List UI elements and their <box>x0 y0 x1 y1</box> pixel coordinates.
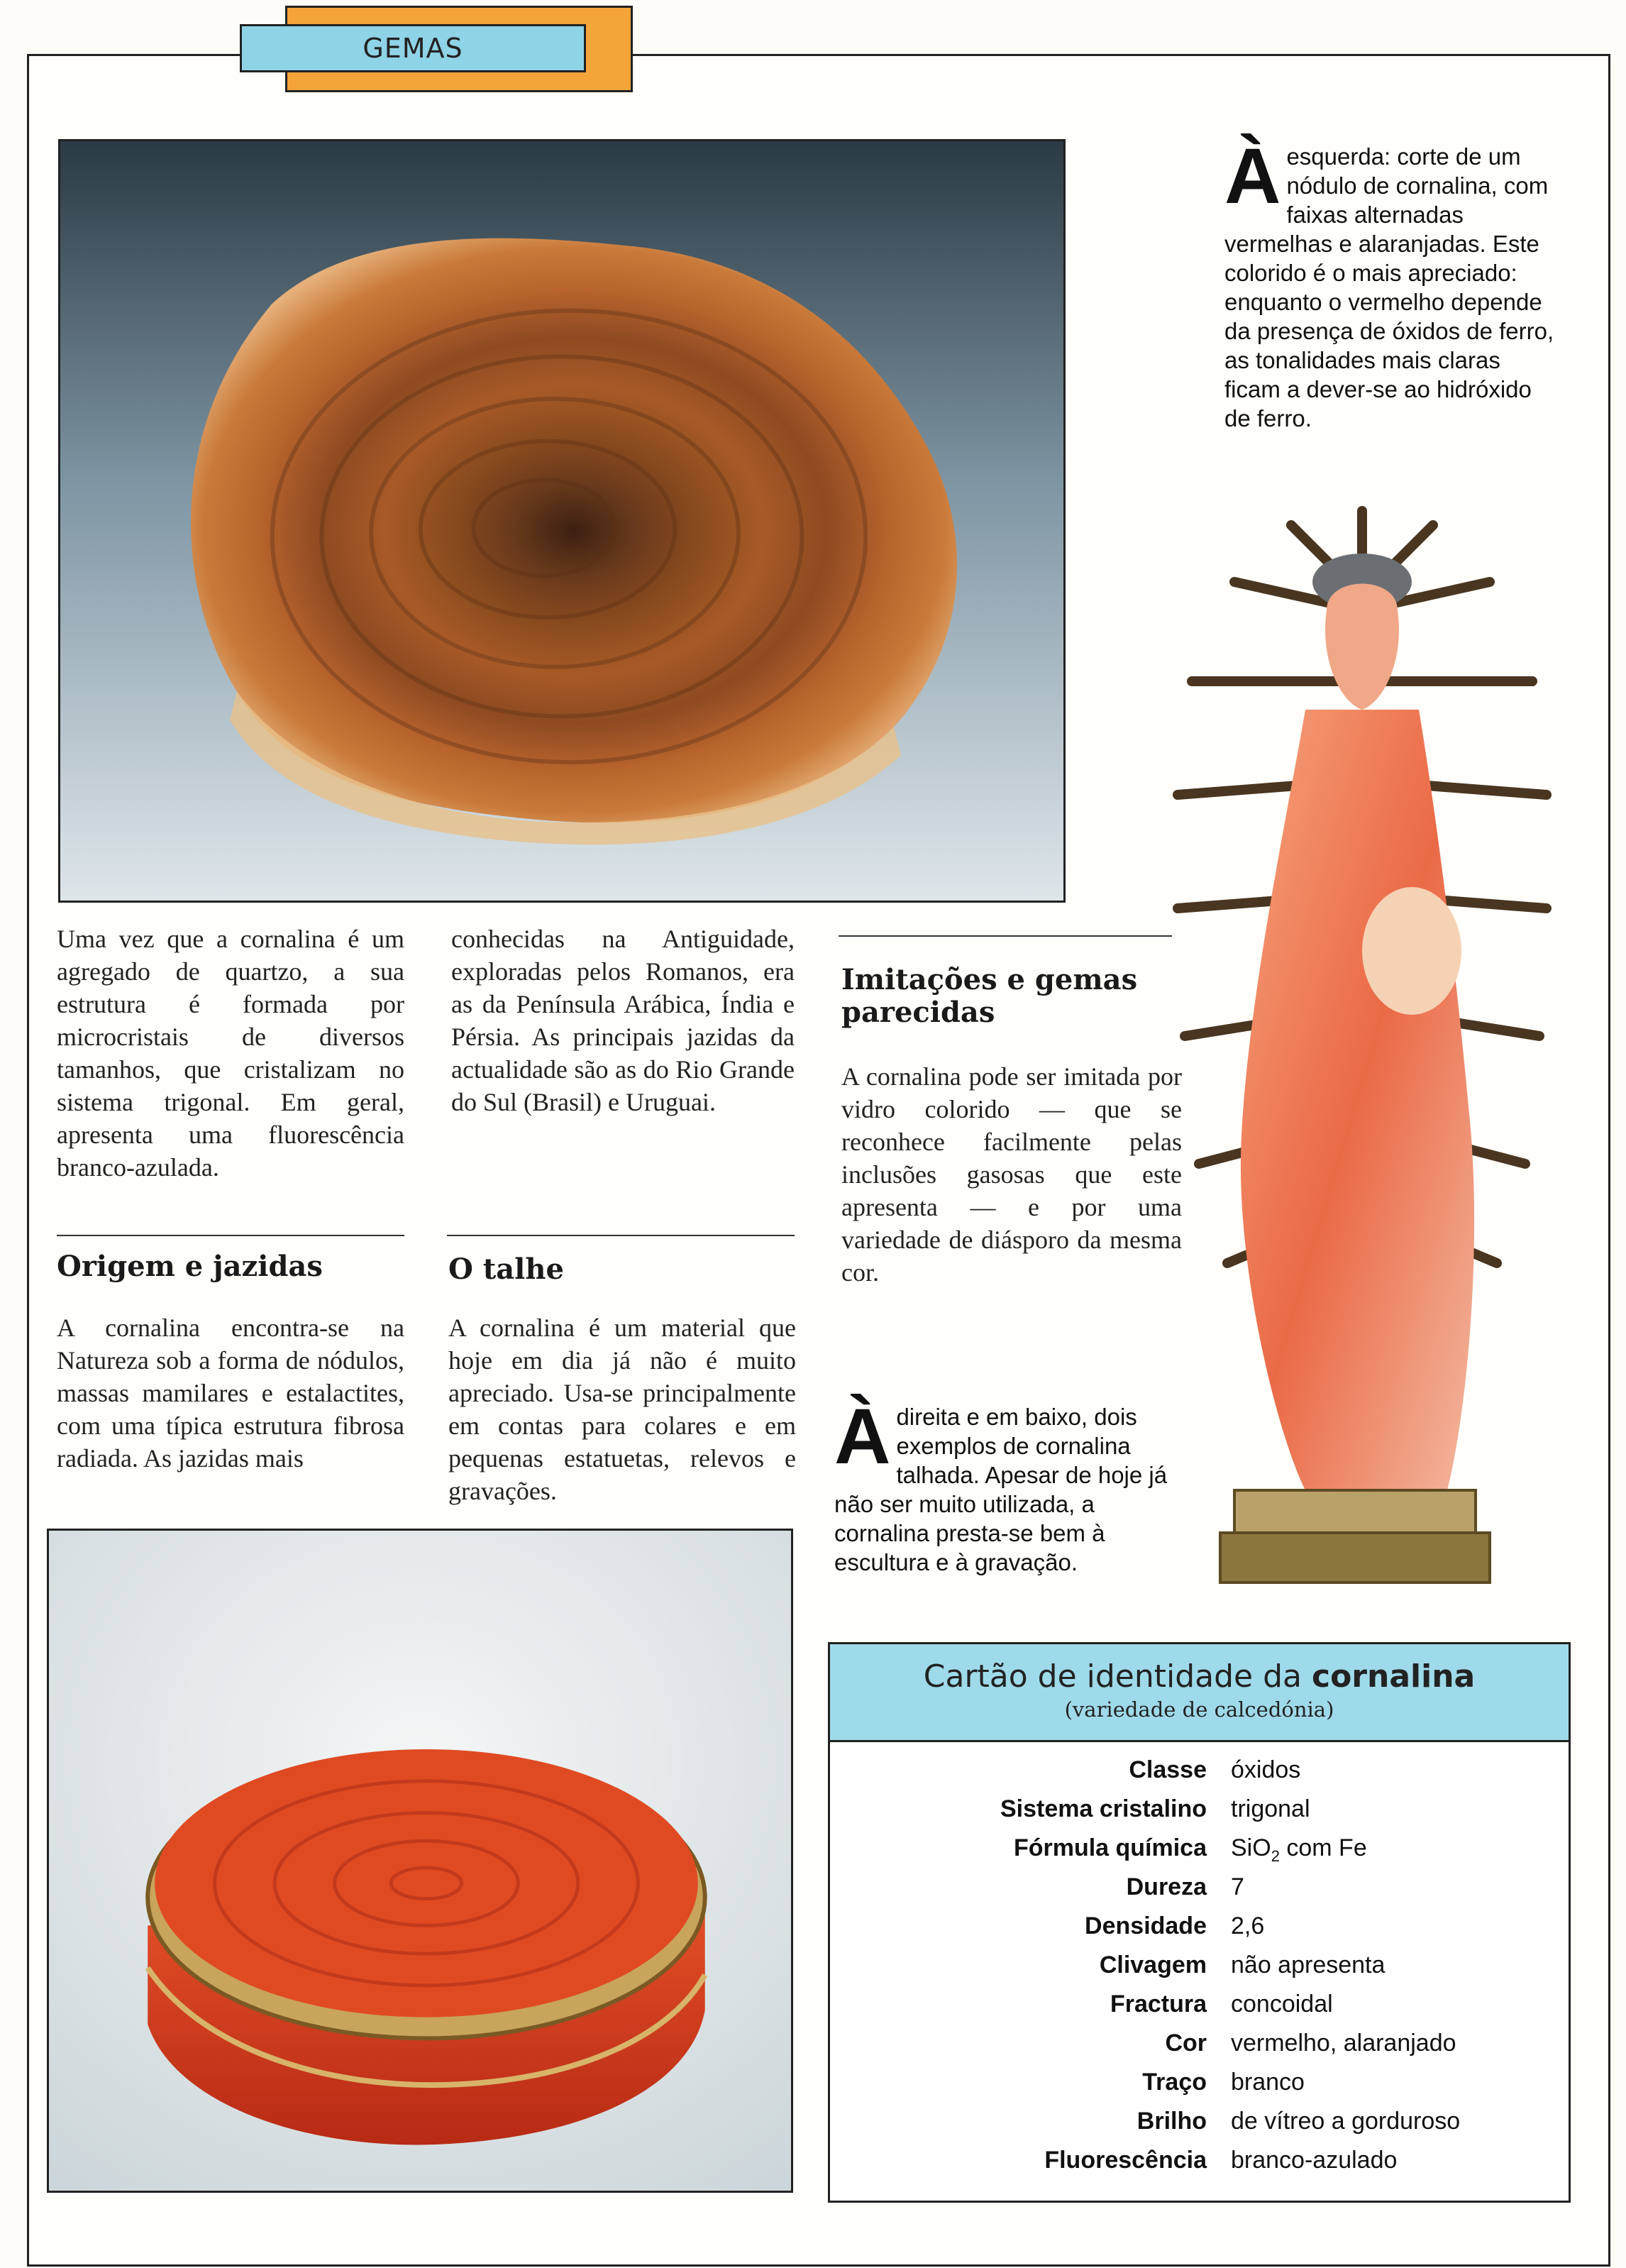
identity-row-traco <box>830 2063 1569 2102</box>
identity-row-densidade <box>830 1907 1569 1946</box>
column-1-divider <box>57 1235 404 1236</box>
identity-value <box>1231 1834 1367 1866</box>
column-1-body: A cornalina encontra-se na Natureza sob a forma de nódulos, massas mamilares e estalactites, com uma típica estrutura fibrosa radiada. As jazidas mais <box>57 1314 404 1472</box>
identity-value: 7 <box>1231 1873 1244 1900</box>
column-2-divider <box>447 1235 795 1236</box>
caption-nodule <box>1224 133 1558 433</box>
carnelian-nodule-photo <box>58 139 1066 903</box>
identity-key: Traço <box>1142 2069 1207 2096</box>
identity-card-rows <box>830 1751 1569 2180</box>
identity-key: Dureza <box>1126 1873 1207 1900</box>
identity-card-title-prefix: Cartão de identidade da <box>923 1658 1312 1695</box>
identity-value: branco <box>1231 2069 1305 2096</box>
heading-origem-e-jazidas: Origem e jazidas <box>57 1250 323 1283</box>
identity-card-subtitle: (variedade de calcedónia) <box>1064 1697 1334 1722</box>
identity-card <box>828 1642 1571 2203</box>
identity-value: óxidos <box>1231 1756 1301 1783</box>
section-tab: GEMAS <box>240 24 586 72</box>
caption-nodule-text: esquerda: corte de um nódulo de cornalina, com faixas alternadas vermelhas e alaranjadas. Este colorido é o mais apreciado: enquanto o vermelho depende da presença de óxidos de ferro, as tonalidades mais claras ficam a dever-se ao hidróxido de ferro. <box>1224 143 1554 431</box>
heading-imitacoes: Imitações e gemas parecidas <box>841 963 1138 1029</box>
identity-value: trigonal <box>1231 1795 1310 1822</box>
column-2-intro: conhecidas na Antiguidade, exploradas pelos Romanos, era as da Península Arábica, Índia e Pérsia. As principais jazidas da actualidade são as do Rio Grande do Sul (Brasil) e Uruguai. <box>451 925 795 1116</box>
identity-value: de vítreo a gorduroso <box>1231 2108 1461 2135</box>
identity-key: Fluorescência <box>1044 2147 1207 2174</box>
identity-key: Sistema cristalino <box>1000 1795 1207 1822</box>
column-3-body: A cornalina pode ser imitada por vidro colorido — que se reconhece facilmente pelas inclusões gasosas que este apresenta — e por uma variedade de diásporo da mesma cor. <box>841 1062 1182 1287</box>
column-3-divider <box>839 935 1172 937</box>
identity-key: Densidade <box>1085 1912 1207 1939</box>
identity-key: Clivagem <box>1099 1952 1207 1978</box>
identity-row-classe <box>830 1751 1569 1790</box>
column-1-intro: Uma vez que a cornalina é um agregado de quartzo, a sua estrutura é formada por microcristais de diversos tamanhos, que cristalizam no sistema trigonal. Em geral, apresenta uma fluorescência branco-azulada. <box>57 925 404 1182</box>
caption-carved <box>834 1393 1168 1577</box>
identity-row-cor <box>830 2024 1569 2063</box>
identity-row-fractura <box>830 1985 1569 2024</box>
formula-rest: com Fe <box>1279 1834 1367 1861</box>
identity-row-fluorescencia <box>830 2141 1569 2180</box>
carnelian-box-photo <box>47 1529 793 2193</box>
identity-key: Fractura <box>1110 1991 1207 2017</box>
identity-row-sistema <box>830 1790 1569 1829</box>
identity-row-formula <box>830 1829 1569 1868</box>
formula-subscript: 2 <box>1271 1846 1280 1865</box>
identity-row-brilho <box>830 2102 1569 2141</box>
identity-key: Brilho <box>1136 2108 1207 2135</box>
identity-row-dureza <box>830 1868 1569 1907</box>
identity-value: vermelho, alaranjado <box>1231 2030 1456 2057</box>
identity-card-title <box>830 1644 1569 1697</box>
carnelian-statue-photo <box>1163 497 1561 1611</box>
identity-value: 2,6 <box>1231 1912 1265 1939</box>
identity-card-title-mineral: cornalina <box>1312 1658 1476 1695</box>
heading-o-talhe: O talhe <box>448 1253 564 1286</box>
caption-carved-dropcap: À <box>834 1393 891 1480</box>
identity-key: Fórmula química <box>1013 1834 1207 1861</box>
identity-key: Classe <box>1129 1756 1207 1783</box>
identity-value: não apresenta <box>1231 1952 1386 1978</box>
identity-value: branco-azulado <box>1231 2147 1398 2174</box>
caption-carved-text: direita e em baixo, dois exemplos de cornalina talhada. Apesar de hoje já não ser muito utilizada, a cornalina presta-se bem à escultura e à gravação. <box>834 1404 1168 1575</box>
caption-nodule-dropcap: À <box>1224 133 1281 220</box>
column-2-body: A cornalina é um material que hoje em dia já não é muito apreciado. Usa-se principalmente em contas para colares e em pequenas estatuetas, relevos e gravações. <box>448 1314 796 1505</box>
identity-key: Cor <box>1165 2030 1207 2057</box>
identity-value: concoidal <box>1231 1991 1333 2017</box>
identity-row-clivagem <box>830 1946 1569 1985</box>
formula-base: SiO <box>1231 1834 1271 1861</box>
identity-card-header <box>830 1644 1569 1742</box>
